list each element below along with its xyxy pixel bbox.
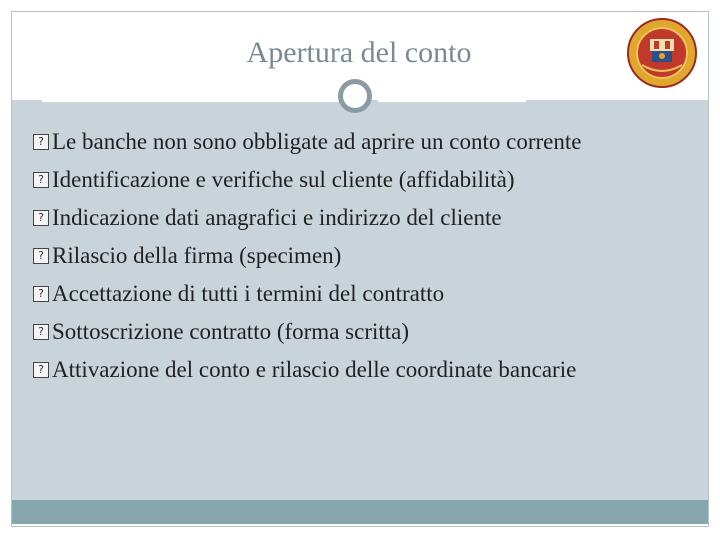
bullet-marker-icon: ? (33, 134, 49, 150)
bullet-text: Indicazione dati anagrafici e indirizzo del cliente (52, 205, 502, 230)
bullet-item (33, 241, 673, 271)
university-seal-icon (626, 17, 698, 89)
bullet-text: Attivazione del conto e rilascio delle coordinate bancarie (52, 357, 577, 382)
bullet-item (33, 165, 673, 195)
title-divider-right (378, 100, 526, 102)
footer-bar (12, 500, 708, 524)
bullet-text: Sottoscrizione contratto (forma scritta) (52, 319, 410, 344)
bullet-item (33, 127, 673, 157)
bullet-marker-icon: ? (33, 286, 49, 302)
bullet-text: Rilascio della firma (specimen) (52, 243, 342, 268)
bullet-item (33, 203, 673, 233)
bullet-marker-icon: ? (33, 324, 49, 340)
bullet-marker-icon: ? (33, 362, 49, 378)
bullet-marker-icon: ? (33, 248, 49, 264)
ring-icon (338, 79, 372, 113)
bullet-item (33, 279, 673, 309)
bullet-marker-icon: ? (33, 172, 49, 188)
bullet-item (33, 355, 673, 385)
bullet-list (33, 127, 673, 393)
bullet-text: Le banche non sono obbligate ad aprire un conto corrente (52, 129, 582, 154)
slide-title: Apertura del conto (246, 36, 472, 69)
title-divider-left (42, 100, 342, 102)
bullet-text: Accettazione di tutti i termini del contratto (52, 281, 445, 306)
bullet-marker-icon: ? (33, 210, 49, 226)
bullet-text: Identificazione e verifiche sul cliente (affidabilità) (52, 167, 515, 192)
bullet-item (33, 317, 673, 347)
